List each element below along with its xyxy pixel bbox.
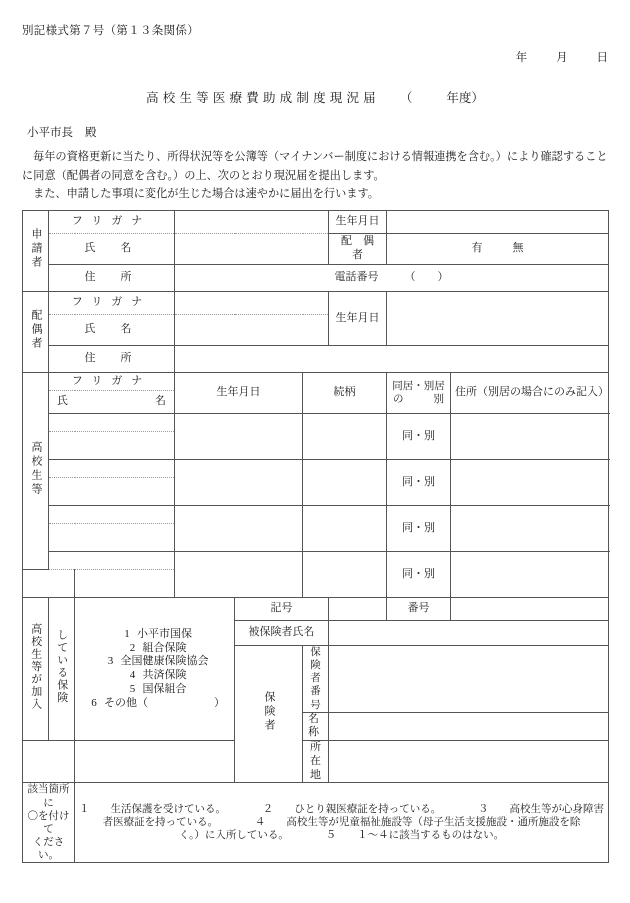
page-title-text: 高校生等医療費助成制度現況届 <box>146 91 380 105</box>
insurance-option-other: 6 その他（ ） <box>91 696 225 709</box>
applicant-furigana-label: フリガナ <box>49 211 175 234</box>
student-furigana[interactable] <box>49 414 175 432</box>
date-month-label: 月 <box>556 52 568 64</box>
student-relation[interactable] <box>303 506 387 552</box>
insurer-name-value[interactable] <box>329 712 609 741</box>
insurer-number-value[interactable] <box>329 646 609 713</box>
spouse-address-row <box>23 346 609 373</box>
addressee-honorific: 殿 <box>85 127 97 139</box>
spouse-no-option[interactable]: 無 <box>512 242 524 255</box>
addressee-name: 小平市長 <box>27 127 73 139</box>
insurer-address-label: 所在地 <box>303 741 329 783</box>
applicant-address-value[interactable] <box>175 265 609 292</box>
students-name-header: 氏 名 <box>49 391 175 414</box>
insurance-option: 3 全国健康保険協会 <box>107 655 209 668</box>
applicant-address-label: 住 所 <box>49 265 175 292</box>
student-address[interactable] <box>451 506 609 552</box>
telephone-value[interactable]: （ ） <box>404 271 449 284</box>
student-row <box>23 460 609 478</box>
spouse-furigana-value[interactable] <box>175 292 329 315</box>
applicant-furigana-row <box>23 211 609 234</box>
insurance-options-list[interactable] <box>75 598 235 741</box>
student-row <box>23 506 609 524</box>
spouse-birthdate-value[interactable] <box>387 292 609 346</box>
document-number: 別記様式第７号（第１３条関係） <box>22 25 199 37</box>
date-day-label: 日 <box>596 52 608 64</box>
student-name[interactable] <box>49 524 175 552</box>
date-line <box>516 49 608 65</box>
insurer-number-label: 保険者 番 号 <box>303 646 329 713</box>
fiscal-year-open: （ <box>399 91 413 105</box>
insurance-option: 1 小平市国保 <box>124 627 192 640</box>
spouse-furigana-row <box>23 292 609 315</box>
insured-name-value[interactable] <box>329 621 609 646</box>
intro-paragraph-2: また、申請した事項に変化が生じた場合は速やかに届出を行います。 <box>33 188 379 200</box>
applicant-name-row <box>23 234 609 265</box>
insurance-filler-left-b <box>75 741 235 783</box>
notes-instruction: 該当箇所に 〇を付けて ください。 <box>23 783 75 863</box>
insurance-option: 4 共済保険 <box>129 669 187 682</box>
student-cohabit[interactable]: 同・別 <box>387 552 451 598</box>
spouse-name-label: 氏 名 <box>49 315 175 346</box>
student-furigana[interactable] <box>49 506 175 524</box>
insurer-name-label: 名 称 <box>303 712 329 741</box>
notes-body-line-1: １ 生活保護を受けている。 ２ ひとり親医療証を持っている。 ３ 高校生等が心身障害 <box>79 804 604 816</box>
insurance-section-label-left: している保険 <box>49 598 75 741</box>
applicant-spouse-choice[interactable] <box>387 234 609 265</box>
date-year-label: 年 <box>515 52 528 64</box>
insurance-section-label-right: 高校生等が加入 <box>23 598 49 741</box>
student-name[interactable] <box>49 432 175 460</box>
notes-body-line-3: く。）に入所している。 ５ １～４に該当するものはない。 <box>178 830 505 842</box>
spouse-address-label: 住 所 <box>49 346 175 373</box>
insurance-option: 5 国保組合 <box>129 682 187 695</box>
student-birthdate[interactable] <box>175 460 303 506</box>
student-birthdate[interactable] <box>175 414 303 460</box>
spouse-yes-option[interactable]: 有 <box>471 242 483 255</box>
student-address[interactable] <box>451 414 609 460</box>
applicant-section-label: 申請者 <box>23 211 49 292</box>
student-cohabit[interactable]: 同・別 <box>387 460 451 506</box>
student-furigana[interactable] <box>49 552 175 570</box>
student-cohabit[interactable]: 同・別 <box>387 506 451 552</box>
intro-text <box>22 148 610 204</box>
spouse-furigana-label: フリガナ <box>49 292 175 315</box>
insurance-symbol-value[interactable] <box>329 598 387 621</box>
student-name[interactable] <box>23 570 75 598</box>
intro-paragraph-1: 毎年の資格更新に当たり、所得状況等を公簿等（マイナンバー制度における情報連携を含む。）により確認することに同意（配偶者の同意を含む。）の上、次のとおり現況届を提出します。 <box>22 151 608 182</box>
students-furigana-header: フリガナ <box>49 373 175 391</box>
telephone-label: 電話番号 <box>334 271 379 284</box>
student-relation[interactable] <box>303 460 387 506</box>
student-birthdate[interactable] <box>175 552 303 598</box>
student-cohabit[interactable]: 同・別 <box>387 414 451 460</box>
page-title <box>0 88 630 106</box>
student-relation[interactable] <box>303 414 387 460</box>
form-table <box>22 210 609 863</box>
notes-body-line-2: 者医療証を持っている。 ４ 高校生等が児童福祉施設等（母子生活支援施設・通所施設を除 <box>102 817 581 829</box>
student-row <box>23 552 609 570</box>
student-birthdate[interactable] <box>175 506 303 552</box>
notes-items[interactable] <box>75 783 609 863</box>
applicant-birthdate-value[interactable] <box>387 211 609 234</box>
addressee <box>27 124 97 140</box>
spouse-birthdate-label: 生年月日 <box>329 292 387 346</box>
spouse-address-value[interactable] <box>175 346 609 373</box>
students-header-row <box>23 373 609 391</box>
insurance-symbol-row <box>23 598 609 621</box>
student-row <box>23 414 609 432</box>
notes-row <box>23 783 609 863</box>
applicant-address-row <box>23 265 609 292</box>
students-birthdate-header: 生年月日 <box>175 373 303 414</box>
insured-name-label: 被保険者氏名 <box>235 621 329 646</box>
insurer-label: 保険者 <box>235 646 303 783</box>
applicant-spouse-label: 配 偶 者 <box>329 234 387 265</box>
students-section-label: 高校生等 <box>23 373 49 570</box>
insurance-option: 2 組合保険 <box>129 641 187 654</box>
applicant-birthdate-label: 生年月日 <box>329 211 387 234</box>
spouse-name-value[interactable] <box>175 315 329 346</box>
student-relation[interactable] <box>303 552 387 598</box>
student-address[interactable] <box>451 552 609 598</box>
students-cohabit-header: 同居・別居 の 別 <box>387 373 451 414</box>
students-relation-header: 続柄 <box>303 373 387 414</box>
fiscal-year-close: 年度） <box>446 91 484 105</box>
applicant-name-label: 氏 名 <box>49 234 175 265</box>
students-address-header: 住所（別居の場合にのみ記入） <box>451 373 609 414</box>
applicant-furigana-value[interactable] <box>175 211 329 234</box>
insurance-number-label: 番号 <box>387 598 451 621</box>
spouse-section-label: 配偶者 <box>23 292 49 373</box>
student-name[interactable] <box>49 478 175 506</box>
student-address[interactable] <box>451 460 609 506</box>
insurer-address-value[interactable] <box>329 741 609 783</box>
student-furigana[interactable] <box>49 460 175 478</box>
insurance-symbol-label: 記号 <box>235 598 329 621</box>
applicant-name-value[interactable] <box>175 234 329 265</box>
insurance-number-value[interactable] <box>451 598 609 621</box>
insurance-filler-left-a <box>23 741 75 783</box>
insurer-address-row <box>23 741 609 783</box>
